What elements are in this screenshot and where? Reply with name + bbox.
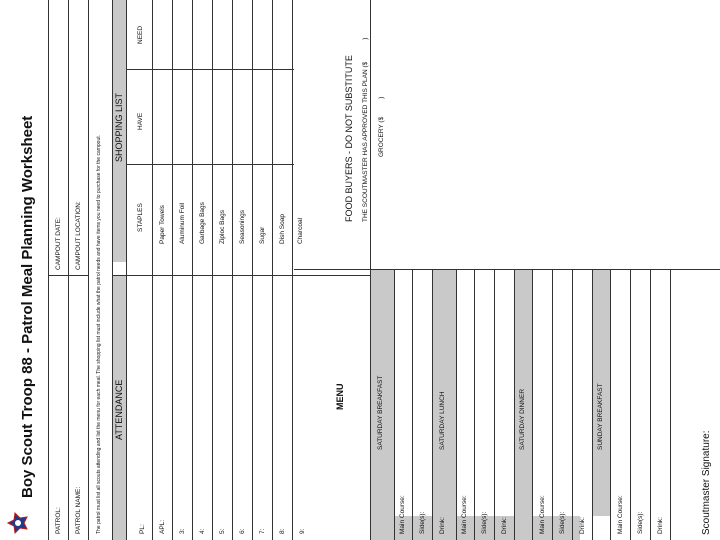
attendance-line-3 [192, 276, 193, 540]
shopping-col-need [126, 69, 294, 70]
approval-text: THE SCOUTMASTER HAS APPROVED THIS PLAN ($ [362, 61, 369, 222]
menu-line-2 [412, 270, 413, 540]
staple-item: Paper Towels [159, 205, 166, 244]
attendance-row-label: APL: [159, 519, 166, 534]
meal-line: Drink: [439, 517, 446, 534]
staple-item: Ziploc Bags [219, 210, 226, 244]
grocery-close: ) [378, 96, 385, 99]
meal-name: SATURDAY BREAKFAST [377, 375, 384, 450]
attendance-row-label: 8: [279, 528, 286, 534]
staple-item: Sugar [259, 226, 266, 244]
shopping-heading: SHOPPING LIST [114, 92, 124, 162]
menu-line-12 [610, 270, 611, 540]
instructions-text: The patrol must list all scouts attending and list the menu for each meal. The shopping list must include what the patrol needs and have items you need to purchase for the campout. [96, 134, 102, 534]
campout-date-label: CAMPOUT DATE: [55, 217, 62, 270]
shopping-line-2 [172, 0, 173, 276]
patrol-label: PATROL: [55, 507, 62, 534]
meal-line: Main Course: [399, 495, 406, 534]
shopping-col-have [126, 164, 294, 165]
meal-line: Side(s): [559, 511, 566, 534]
frame-line-headers [126, 0, 127, 540]
menu-line-1 [394, 270, 395, 540]
meal-name: SATURDAY LUNCH [439, 391, 446, 450]
menu-line-7 [514, 270, 515, 540]
menu-line-11 [592, 270, 593, 540]
frame-line-instructions [112, 0, 113, 540]
shopping-line-1 [152, 0, 153, 276]
staple-item: Charcoal [297, 217, 304, 244]
meal-line: Side(s): [481, 511, 488, 534]
attendance-row-label: 7: [259, 528, 266, 534]
staple-item: Dish Soap [279, 214, 286, 244]
menu-line-3 [432, 270, 433, 540]
attendance-line-6 [252, 276, 253, 540]
attendance-line-4 [212, 276, 213, 540]
attendance-line-7 [272, 276, 273, 540]
need-column-header: NEED [137, 25, 144, 44]
food-buyers-heading: FOOD BUYERS - DO NOT SUBSTITUTE [344, 55, 354, 222]
menu-line-4 [456, 270, 457, 540]
frame-line-menu-top [370, 270, 371, 540]
frame-line-fields-mid [68, 0, 69, 540]
staple-item: Aluminum Foil [179, 202, 186, 244]
food-buyers-top [370, 0, 371, 270]
menu-line-10 [572, 270, 573, 540]
have-column-header: HAVE [137, 112, 144, 130]
menu-line-5 [474, 270, 475, 540]
attendance-row-label: 3: [179, 528, 186, 534]
meal-line: Main Course: [617, 495, 624, 534]
attendance-heading: ATTENDANCE [114, 379, 124, 440]
approval-close: ) [362, 37, 369, 40]
menu-line-15 [670, 270, 671, 540]
attendance-row-label: 6: [239, 528, 246, 534]
shopping-line-5 [232, 0, 233, 276]
scoutmaster-signature-label: Scoutmaster Signature: [701, 430, 712, 535]
meal-line: Side(s): [637, 511, 644, 534]
meal-name: SUNDAY BREAKFAST [597, 383, 604, 450]
meal-line: Drink: [579, 517, 586, 534]
attendance-row-label: PL: [139, 524, 146, 534]
grocery-line [378, 97, 385, 157]
frame-divider-patrol-campout [48, 275, 88, 276]
frame-divider-attendance-shopping [112, 275, 370, 276]
shopping-line-4 [212, 0, 213, 276]
attendance-row-label: 4: [199, 528, 206, 534]
menu-line-8 [532, 270, 533, 540]
scout-emblem-icon [6, 511, 30, 535]
attendance-line-5 [232, 276, 233, 540]
meal-name: SATURDAY DINNER [519, 388, 526, 450]
attendance-row-label: 9: [299, 528, 306, 534]
campout-location-label: CAMPOUT LOCATION: [75, 201, 82, 270]
meal-line: Main Course: [539, 495, 546, 534]
shopping-line-3 [192, 0, 193, 276]
attendance-row-label: 5: [219, 528, 226, 534]
staples-column-header: STAPLES [137, 203, 144, 232]
grocery-text: GROCERY ($ [378, 116, 385, 157]
attendance-line-8 [292, 276, 293, 540]
meal-line: Drink: [501, 517, 508, 534]
page-title: Boy Scout Troop 88 - Patrol Meal Planning Worksheet [19, 115, 36, 498]
food-buyers-left [294, 269, 720, 270]
shopping-line-8 [292, 0, 293, 276]
menu-line-13 [630, 270, 631, 540]
frame-line-top-fields [48, 0, 49, 540]
staple-item: Seasonings [239, 210, 246, 244]
shopping-line-7 [272, 0, 273, 276]
shopping-line-6 [252, 0, 253, 276]
menu-line-6 [494, 270, 495, 540]
staple-item: Garbage Bags [199, 202, 206, 244]
frame-line-fields-bottom [88, 0, 89, 540]
menu-line-14 [650, 270, 651, 540]
meal-line: Side(s): [419, 511, 426, 534]
menu-heading: MENU [335, 383, 345, 410]
attendance-line-1 [152, 276, 153, 540]
approval-line [362, 38, 369, 222]
patrol-name-label: PATROL NAME: [75, 486, 82, 534]
attendance-line-2 [172, 276, 173, 540]
meal-line: Drink: [657, 517, 664, 534]
meal-line: Main Course: [461, 495, 468, 534]
menu-line-9 [552, 270, 553, 540]
